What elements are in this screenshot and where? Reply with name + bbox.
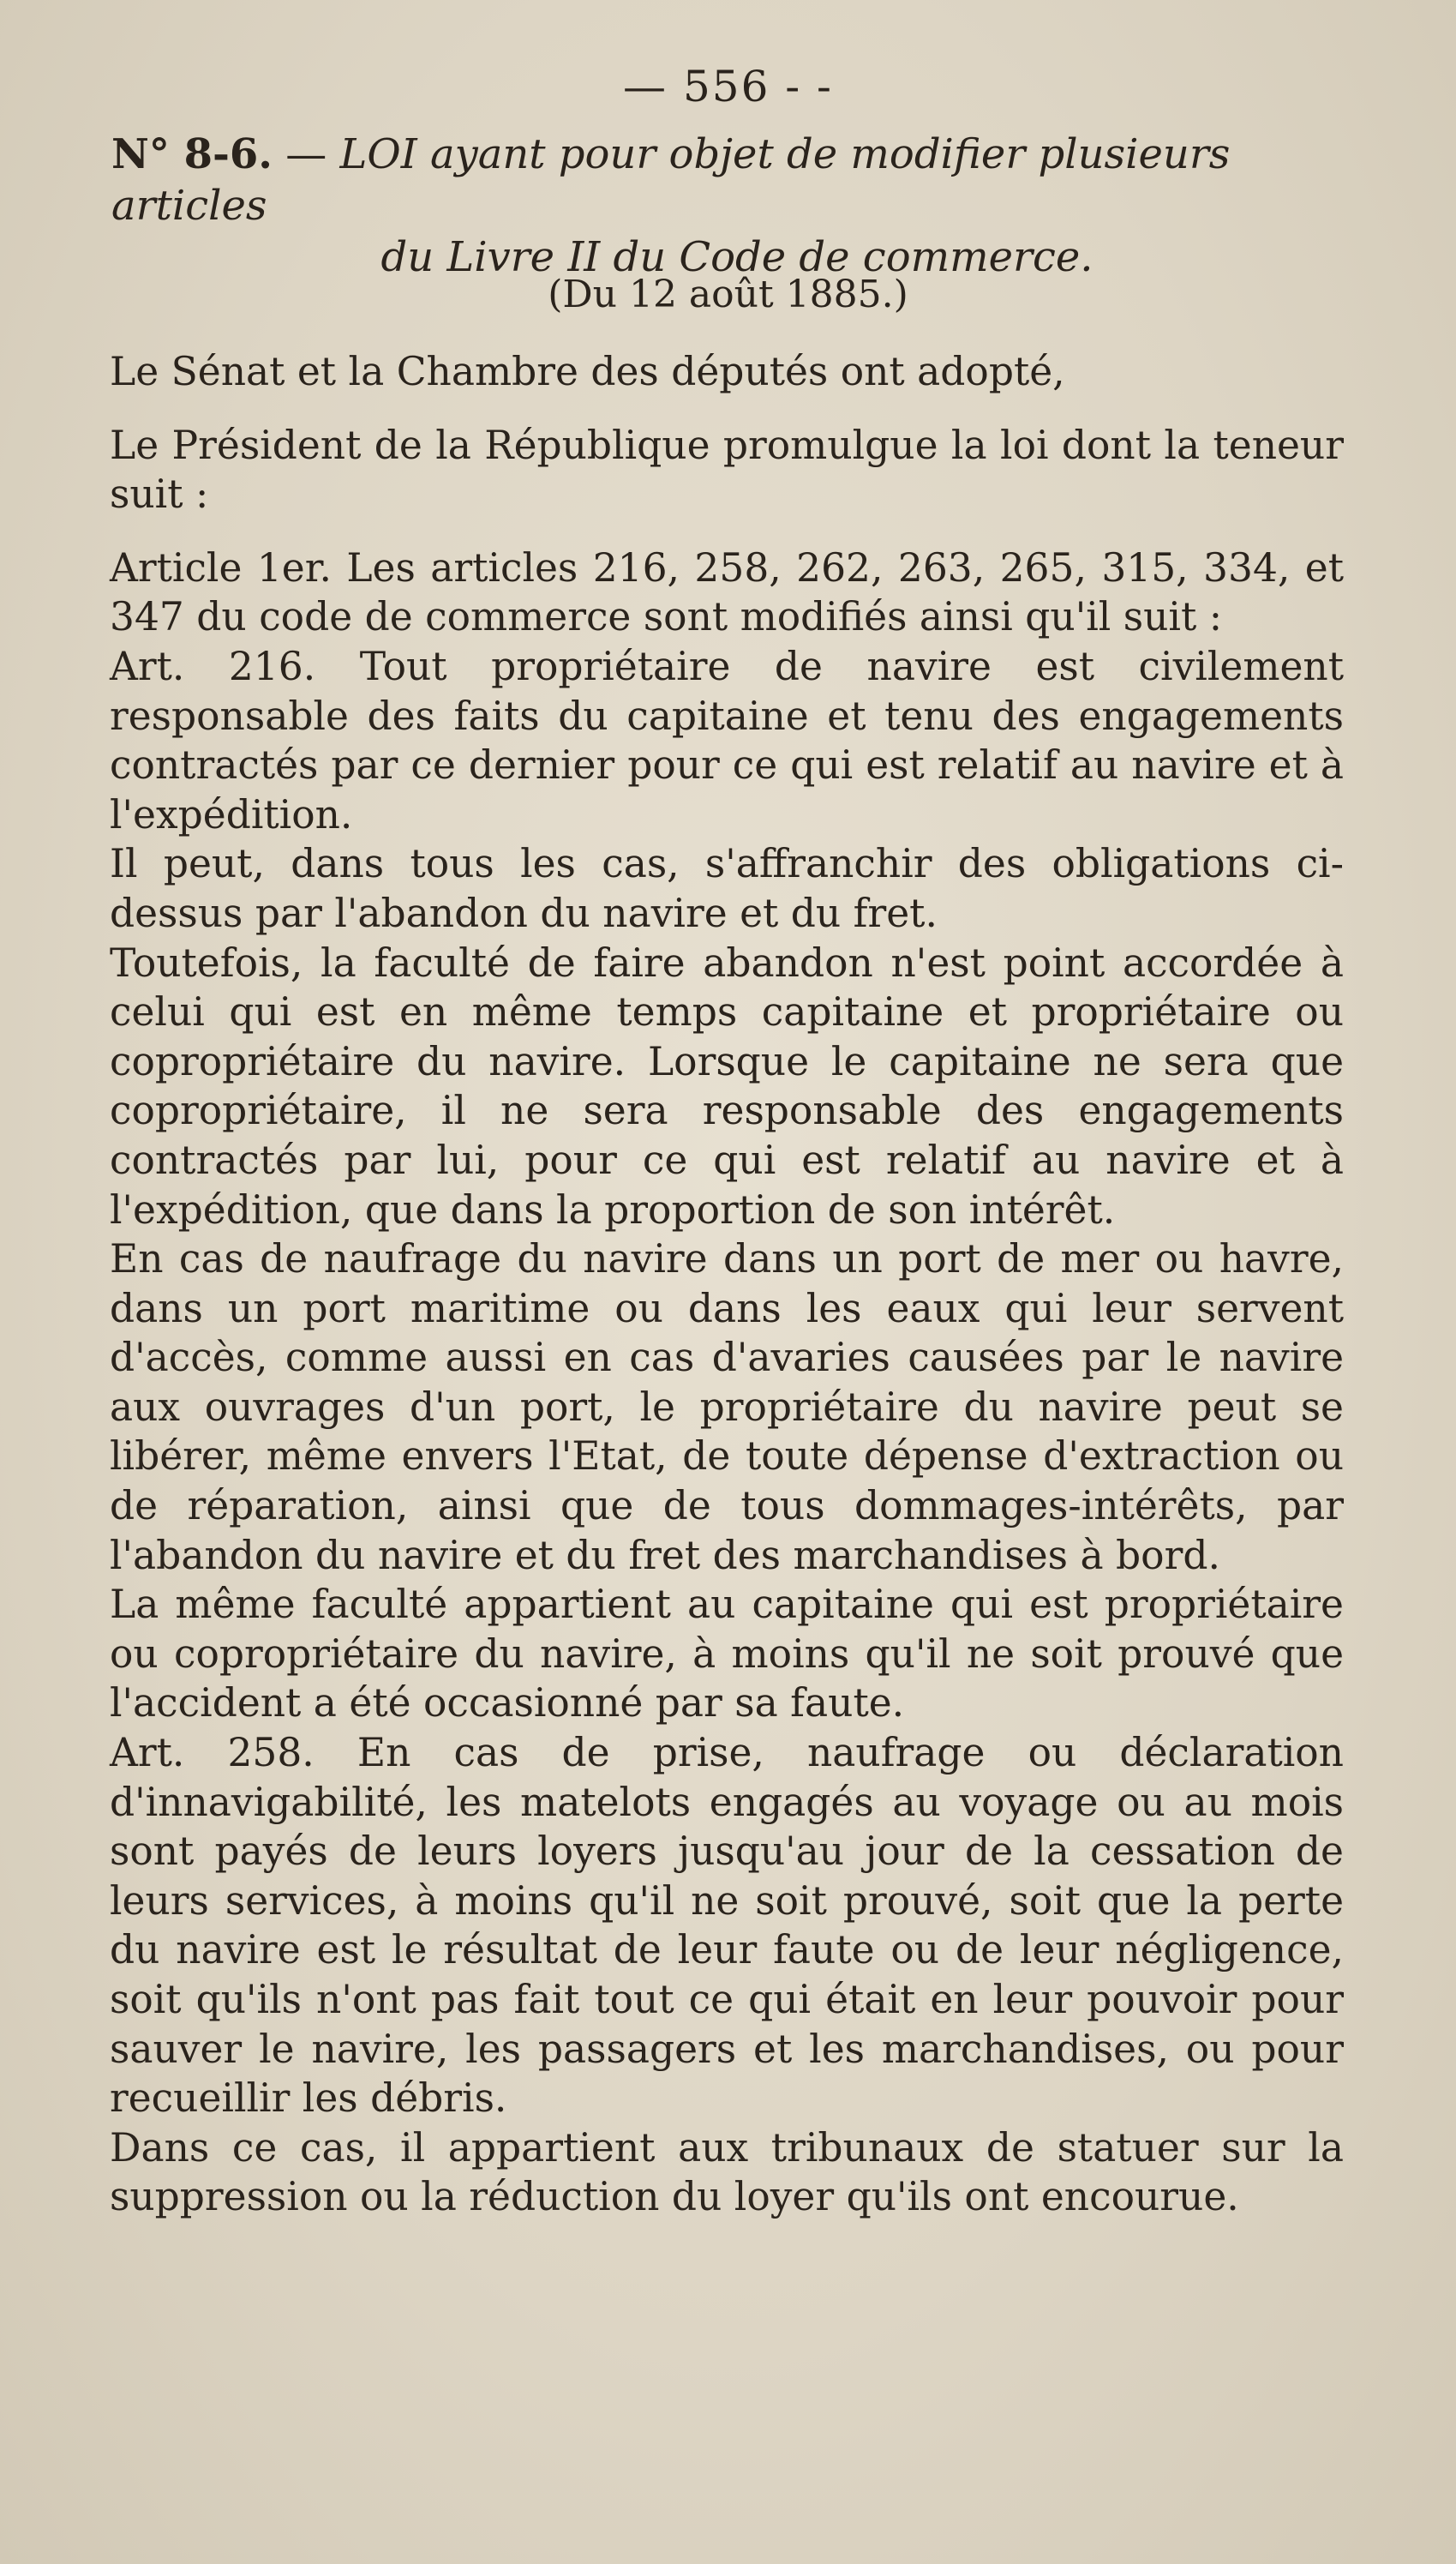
page-number: — 556 - - — [623, 62, 833, 111]
paragraph: Le Président de la République promulgue la loi dont la teneur suit : — [110, 422, 1344, 518]
heading-dash: — — [285, 130, 327, 178]
paragraph: Dans ce cas, il appartient aux tribunaux de statuer sur la suppression ou la réduction du loyer qu'ils ont encourue. — [110, 2124, 1344, 2220]
paragraph: Il peut, dans tous les cas, s'affranchir des obligations ci-dessus par l'abandon du navire et du fret. — [110, 841, 1344, 936]
paragraph: Article 1er. Les articles 216, 258, 262, 263, 265, 315, 334, et 347 du code de commerce sont modifiés ainsi qu'il suit : — [110, 544, 1344, 640]
paragraph: En cas de naufrage du navire dans un port de mer ou havre, dans un port maritime ou dans les eaux qui leur servent d'accès, comme aussi en cas d'avaries causées par le navire aux ouvrages d'un port, le propriétaire du navire peut se libérer, même envers l'Etat, de toute dépense d'extraction ou de réparation, ainsi que de tous dommages-intérêts, par l'abandon du navire et du fret des marchandises à bord. — [110, 1236, 1344, 1578]
law-date: (Du 12 août 1885.) — [548, 273, 908, 316]
law-body — [110, 347, 1344, 2222]
law-title-line-1: LOI ayant pour objet de modifier plusieurs articles — [111, 130, 1231, 230]
law-number: N° 8-6. — [111, 130, 273, 178]
paragraph: Le Sénat et la Chambre des députés ont adopté, — [110, 349, 1065, 394]
paragraph: Art. 216. Tout propriétaire de navire est civilement responsable des faits du capitaine et tenu des engagements contractés par ce dernier pour ce qui est relatif au navire et à l'expédition. — [110, 643, 1344, 838]
law-heading — [111, 129, 1363, 283]
paragraph: Toutefois, la faculté de faire abandon n'est point accordée à celui qui est en même temps capitaine et propriétaire ou copropriétaire du navire. Lorsque le capitaine ne sera que copropriétaire, il ne sera responsable des engagements contractés par lui, pour ce qui est relatif au navire et à l'expédition, que dans la proportion de son intérêt. — [110, 940, 1344, 1233]
law-title-line-2: du Livre II du Code de commerce. — [380, 233, 1093, 281]
paragraph: La même faculté appartient au capitaine qui est propriétaire ou copropriétaire du navire, à moins qu'il ne soit prouvé que l'accident a été occasionné par sa faute. — [110, 1582, 1344, 1726]
paragraph: Art. 258. En cas de prise, naufrage ou déclaration d'innavigabilité, les matelots engagés au voyage ou au mois sont payés de leurs loyers jusqu'au jour de la cessation de leurs services, à moins qu'il ne soit prouvé, soit que la perte du navire est le résultat de leur faute ou de leur négligence, soit qu'ils n'ont pas fait tout ce qui était en leur pouvoir pour sauver le navire, les passagers et les marchandises, ou pour recueillir les débris. — [110, 1730, 1344, 2122]
